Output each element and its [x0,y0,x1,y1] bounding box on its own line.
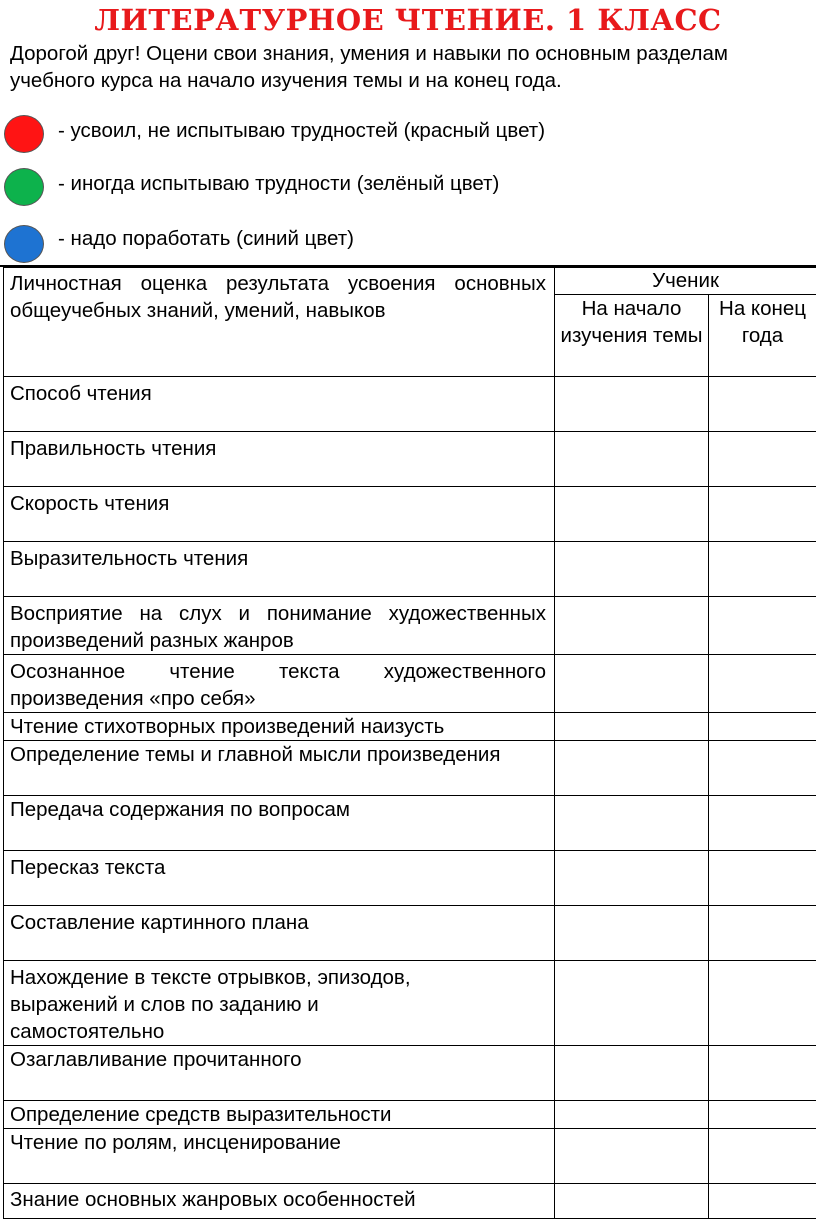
cell-end[interactable] [709,906,816,961]
row-label: Определение средств выразительности [4,1101,555,1129]
cell-start[interactable] [555,432,709,487]
cell-start[interactable] [555,1129,709,1184]
table-row [4,851,816,906]
cell-start[interactable] [555,597,709,655]
row-label: Восприятие на слух и понимание художественных произведений разных жанров [4,597,555,655]
legend-text-green: - иногда испытываю трудности (зелёный цвет) [58,172,499,196]
table-row [4,741,816,796]
row-label: Нахождение в тексте отрывков, эпизодов, выражений и слов по заданию и самостоятельно [4,961,555,1046]
legend-text-red: - усвоил, не испытываю трудностей (красный цвет) [58,119,545,143]
cell-end[interactable] [709,432,816,487]
table-row [4,1101,816,1129]
header-end: На конец года [709,295,816,377]
page-title: ЛИТЕРАТУРНОЕ ЧТЕНИЕ. 1 КЛАСС [0,2,816,38]
header-student: Ученик [555,268,816,295]
table-row [4,597,816,655]
cell-start[interactable] [555,961,709,1046]
row-label: Правильность чтения [4,432,555,487]
cell-end[interactable] [709,377,816,432]
table-row [4,432,816,487]
table-row [4,713,816,741]
cell-start[interactable] [555,487,709,542]
red-circle-icon [4,115,44,153]
cell-start[interactable] [555,377,709,432]
table-row [4,796,816,851]
table-row [4,487,816,542]
row-label: Чтение стихотворных произведений наизусть [4,713,555,741]
cell-end[interactable] [709,542,816,597]
row-label: Способ чтения [4,377,555,432]
cell-end[interactable] [709,1129,816,1184]
table-row [4,906,816,961]
cell-start[interactable] [555,1101,709,1129]
row-label: Определение темы и главной мысли произведения [4,741,555,796]
row-label: Скорость чтения [4,487,555,542]
table-row [4,377,816,432]
table-row [4,542,816,597]
legend-text-blue: - надо поработать (синий цвет) [58,227,354,251]
table-row [4,1184,816,1219]
intro-line-1: Дорогой друг! Оцени свои знания, умения и навыки по основным разделам [10,40,816,67]
table-row [4,1129,816,1184]
cell-end[interactable] [709,1101,816,1129]
cell-start[interactable] [555,713,709,741]
table-row [4,1046,816,1101]
cell-start[interactable] [555,741,709,796]
self-assessment-table [3,267,816,1219]
row-label: Озаглавливание прочитанного [4,1046,555,1101]
blue-circle-icon [4,225,44,263]
cell-start[interactable] [555,906,709,961]
header-start: На начало изучения темы [555,295,709,377]
cell-start[interactable] [555,542,709,597]
cell-start[interactable] [555,655,709,713]
cell-end[interactable] [709,851,816,906]
cell-end[interactable] [709,1184,816,1219]
row-label: Пересказ текста [4,851,555,906]
green-circle-icon [4,168,44,206]
header-assessment: Личностная оценка результата усвоения основных общеучебных знаний, умений, навыков [4,268,555,377]
cell-end[interactable] [709,713,816,741]
intro-text [10,40,816,94]
cell-end[interactable] [709,961,816,1046]
cell-end[interactable] [709,1046,816,1101]
cell-end[interactable] [709,597,816,655]
table-row [4,655,816,713]
intro-line-2: учебного курса на начало изучения темы и на конец года. [10,67,816,94]
row-label: Выразительность чтения [4,542,555,597]
cell-end[interactable] [709,741,816,796]
table-row [4,961,816,1046]
row-label: Чтение по ролям, инсценирование [4,1129,555,1184]
cell-end[interactable] [709,796,816,851]
cell-end[interactable] [709,655,816,713]
row-label: Осознанное чтение текста художественного произведения «про себя» [4,655,555,713]
cell-start[interactable] [555,1184,709,1219]
cell-start[interactable] [555,851,709,906]
cell-end[interactable] [709,487,816,542]
cell-start[interactable] [555,1046,709,1101]
row-label: Составление картинного плана [4,906,555,961]
row-label: Передача содержания по вопросам [4,796,555,851]
cell-start[interactable] [555,796,709,851]
row-label: Знание основных жанровых особенностей [4,1184,555,1219]
